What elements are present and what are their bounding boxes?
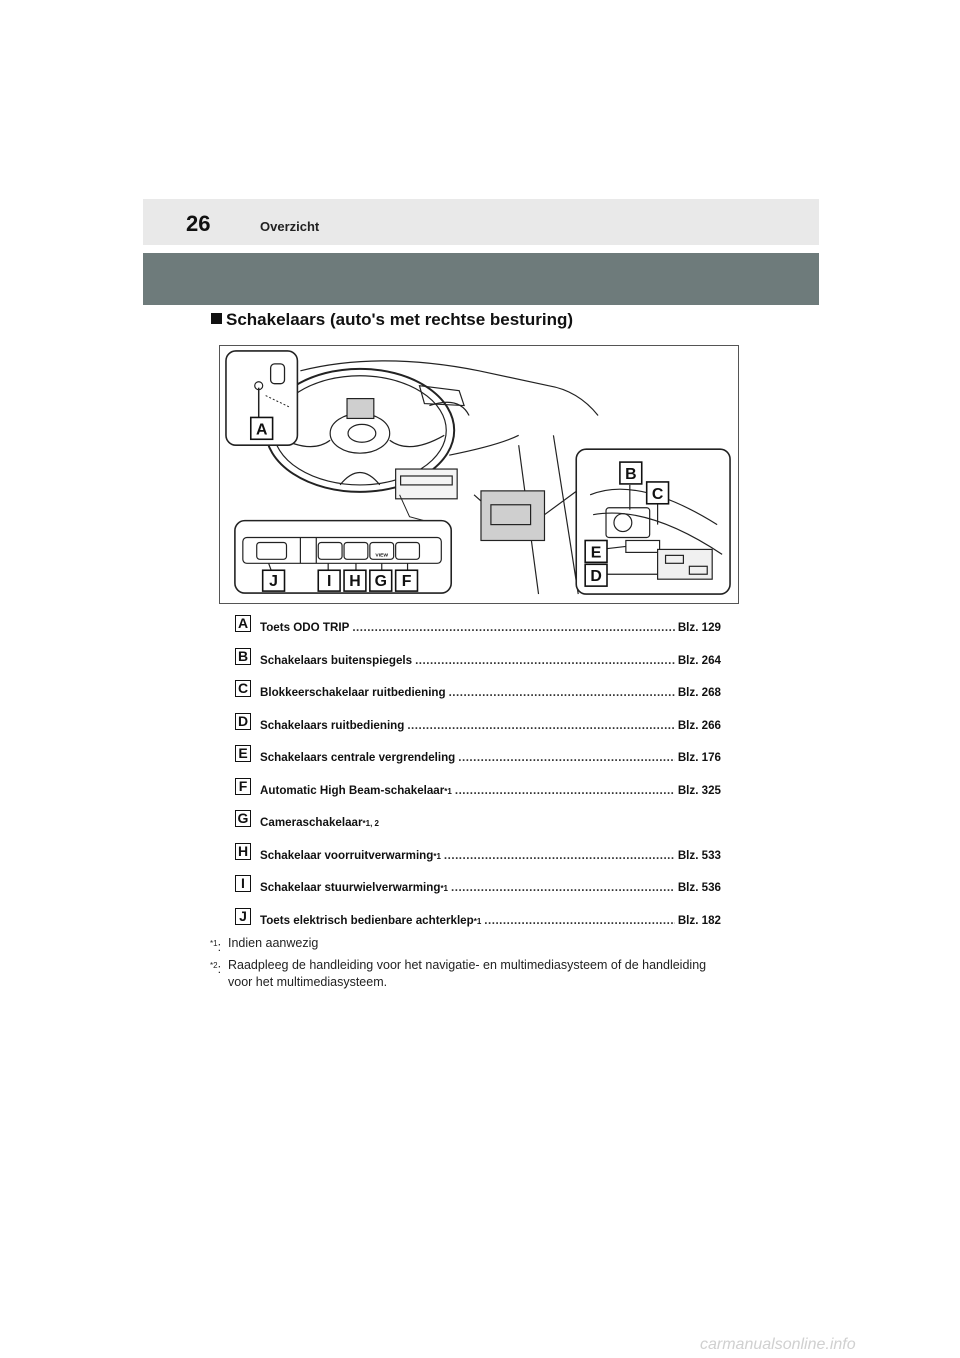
- header-band: [143, 199, 819, 245]
- section-band: [143, 253, 819, 305]
- item-label: Schakelaars ruitbediening: [260, 718, 405, 732]
- item-letter: G: [235, 810, 251, 827]
- item-letter: F: [235, 778, 251, 795]
- leader-dots: [407, 719, 674, 732]
- item-row: Schakelaar voorruitverwarming *1 ..... Blz. 533: [260, 849, 721, 862]
- item-label: Schakelaars buitenspiegels: [260, 653, 413, 667]
- switches-illustration: [219, 345, 739, 604]
- section-heading: [211, 310, 573, 330]
- list-item: [235, 677, 721, 710]
- item-label: Cameraschakelaar: [260, 816, 363, 829]
- item-letter: I: [235, 875, 251, 892]
- view-button-label: VIEW: [375, 553, 389, 559]
- callout-bubble-right: [576, 449, 730, 594]
- center-switch-panel: [396, 469, 458, 499]
- item-letter: A: [235, 615, 251, 632]
- footnotes: [210, 935, 730, 996]
- item-label: Toets elektrisch bedienbare achterklep: [260, 913, 474, 927]
- leader-dots: [451, 881, 675, 894]
- item-letter: J: [235, 908, 251, 925]
- item-page-ref: Blz. 182: [677, 913, 721, 927]
- item-row: [260, 686, 721, 699]
- item-letter: E: [235, 745, 251, 762]
- section-heading-text: Schakelaars (auto's met rechtse besturing): [226, 310, 573, 329]
- leader-dots: [458, 751, 675, 764]
- leader-dots: [484, 914, 675, 927]
- list-item: [235, 612, 721, 645]
- item-page-ref: Blz. 536: [677, 881, 721, 894]
- item-letter: H: [235, 843, 251, 860]
- item-label: Toets ODO TRIP: [260, 621, 350, 634]
- switch-list: [235, 612, 721, 937]
- footnote-mark: $^{*1}$:: [210, 939, 222, 955]
- callout-h: H: [349, 573, 361, 591]
- footnote-text: Raadpleeg de handleiding voor het navigatie- en multimediasysteem of de handleiding voor het multimediasysteem.: [228, 958, 707, 989]
- steering-logo: [348, 424, 376, 442]
- callout-f: F: [401, 573, 412, 591]
- item-page-ref: Blz. 176: [677, 751, 721, 764]
- item-letter: D: [235, 713, 251, 730]
- item-row: Schakelaar stuurwielverwarming *1 ..... Blz. 536: [260, 881, 721, 894]
- callout-i: I: [326, 573, 332, 591]
- callout-b: B: [625, 465, 637, 483]
- leader-dots: [352, 621, 674, 634]
- item-page-ref: Blz. 266: [677, 718, 721, 732]
- leader-dots: [415, 654, 675, 667]
- leader-dots: [455, 784, 675, 797]
- callout-bubble-bottom: [235, 521, 451, 593]
- item-label: Automatic High Beam-schakelaar: [260, 783, 445, 797]
- item-row: Automatic High Beam-schakelaar *1 ..... Blz. 325: [260, 784, 721, 797]
- leader-dots: [449, 686, 675, 699]
- item-row: [260, 654, 721, 667]
- item-label: Schakelaar voorruitverwarming: [260, 848, 434, 862]
- callout-g: G: [374, 573, 387, 591]
- item-label: Schakelaar stuurwielverwarming: [260, 881, 441, 894]
- list-item: [235, 905, 721, 938]
- item-row: [260, 621, 721, 634]
- item-page-ref: Blz. 268: [677, 686, 721, 699]
- leader-dots: [444, 849, 675, 862]
- callout-c: C: [651, 485, 664, 503]
- item-row: Toets elektrisch bedienbare achterklep *1 ..... Blz. 182: [260, 914, 721, 927]
- item-row: [260, 719, 721, 732]
- watermark-logo: carmanualsonline.info: [700, 1336, 856, 1353]
- item-label: Blokkeerschakelaar ruitbediening: [260, 686, 446, 699]
- footnote-text: Indien aanwezig: [228, 936, 319, 950]
- list-item: [235, 710, 721, 743]
- footnote: [210, 935, 730, 955]
- item-letter: B: [235, 648, 251, 665]
- meter-display: [347, 399, 374, 419]
- chapter-title: Overzicht: [260, 219, 320, 234]
- dashboard-drawing: [220, 346, 738, 603]
- callout-bubble-a: [226, 351, 297, 445]
- item-row: [260, 751, 721, 764]
- callout-a: A: [255, 421, 268, 439]
- item-page-ref: Blz. 325: [677, 783, 721, 797]
- callout-d: D: [590, 568, 602, 586]
- callout-j: J: [269, 573, 279, 591]
- callout-e: E: [590, 544, 602, 562]
- page-number: 26: [186, 211, 211, 236]
- footnote: [210, 957, 730, 991]
- list-item: [235, 807, 721, 840]
- list-item: [235, 645, 721, 678]
- steering-hub: [330, 413, 390, 453]
- leader-line-right: [544, 490, 578, 515]
- item-label: Schakelaars centrale vergrendeling: [260, 751, 456, 764]
- list-item: [235, 775, 721, 808]
- item-page-ref: Blz. 533: [677, 848, 721, 862]
- list-item: [235, 872, 721, 905]
- item-page-ref: Blz. 264: [677, 653, 721, 667]
- footnote-mark: $^{*2}$:: [210, 961, 222, 977]
- square-bullet-icon: [211, 313, 222, 324]
- list-item: [235, 840, 721, 873]
- item-page-ref: Blz. 129: [677, 621, 721, 634]
- list-item: [235, 742, 721, 775]
- item-letter: C: [235, 680, 251, 697]
- item-row: Cameraschakelaar *1, 2: [260, 816, 379, 829]
